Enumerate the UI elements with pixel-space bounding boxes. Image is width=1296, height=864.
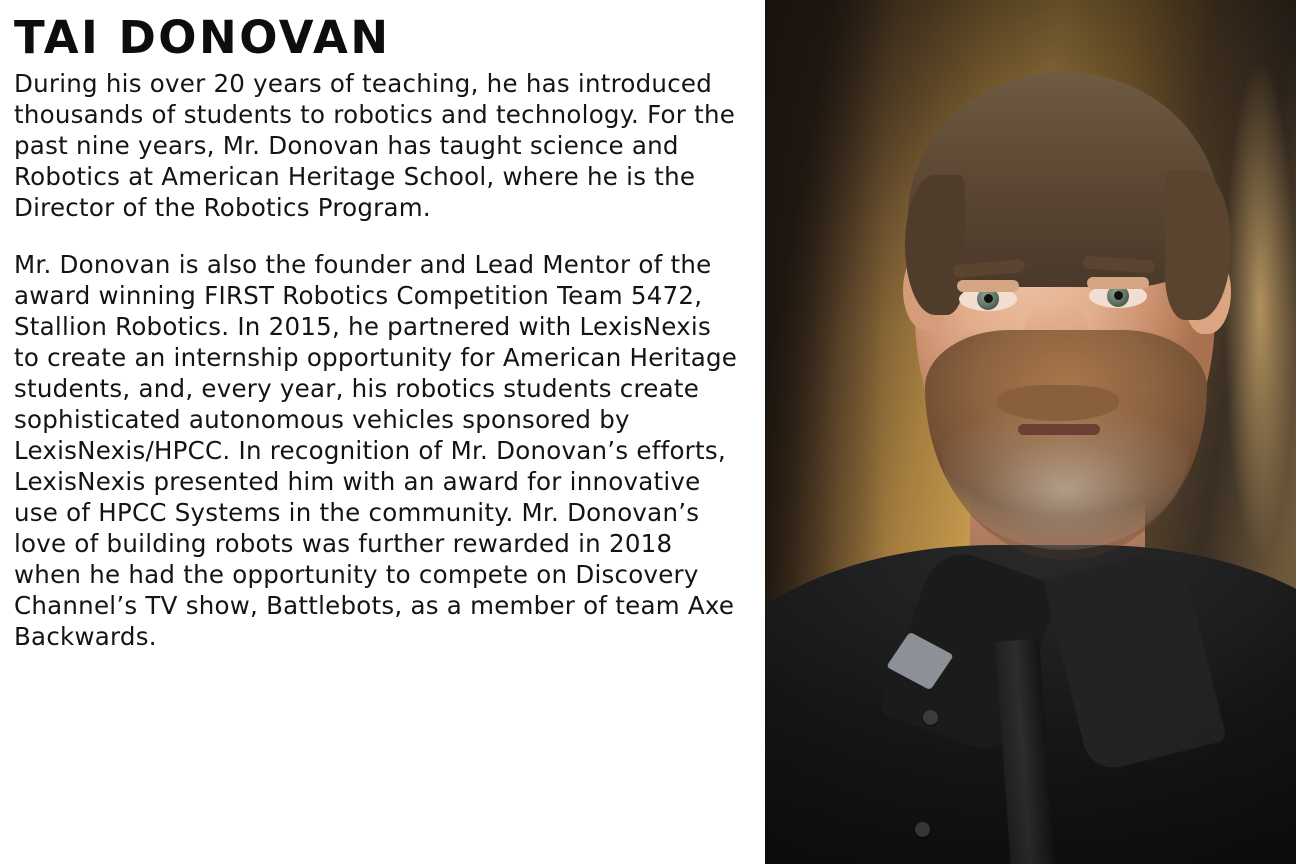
subject-pupil-right	[1114, 291, 1123, 300]
subject-pupil-left	[984, 294, 993, 303]
subject-hair-side-right	[1165, 170, 1231, 320]
portrait-photo	[765, 0, 1296, 864]
subject-mouth	[1018, 424, 1100, 435]
shirt-button-upper	[923, 710, 938, 725]
bio-paragraph-2: Mr. Donovan is also the founder and Lead Mentor of the award winning FIRST Robotics Competition Team 5472, Stallion Robotics. In 2015, he partnered with LexisNexis to create an internship opportunity for American Heritage students, and, every year, his robotics students create sophisticated autonomous vehicles sponsored by LexisNexis/HPCC. In recognition of Mr. Donovan’s efforts, LexisNexis presented him with an award for innovative use of HPCC Systems in the community. Mr. Donovan’s love of building robots was further rewarded in 2018 when he had the opportunity to compete on Discovery Channel’s TV show, Battlebots, as a member of team Axe Backwards.	[14, 250, 738, 651]
subject-eyelid-left	[957, 280, 1019, 292]
subject-mustache	[997, 385, 1119, 421]
bio-paragraph-1: During his over 20 years of teaching, he has introduced thousands of students to robotics and technology. For the past nine years, Mr. Donovan has taught science and Robotics at American Heritage School, where he is the Director of the Robotics Program.	[14, 69, 736, 223]
subject-hair-side-left	[905, 175, 965, 315]
shirt-button-lower	[915, 822, 930, 837]
subject-eyelid-right	[1087, 277, 1149, 289]
page-title: TAI DONOVAN	[14, 11, 391, 64]
